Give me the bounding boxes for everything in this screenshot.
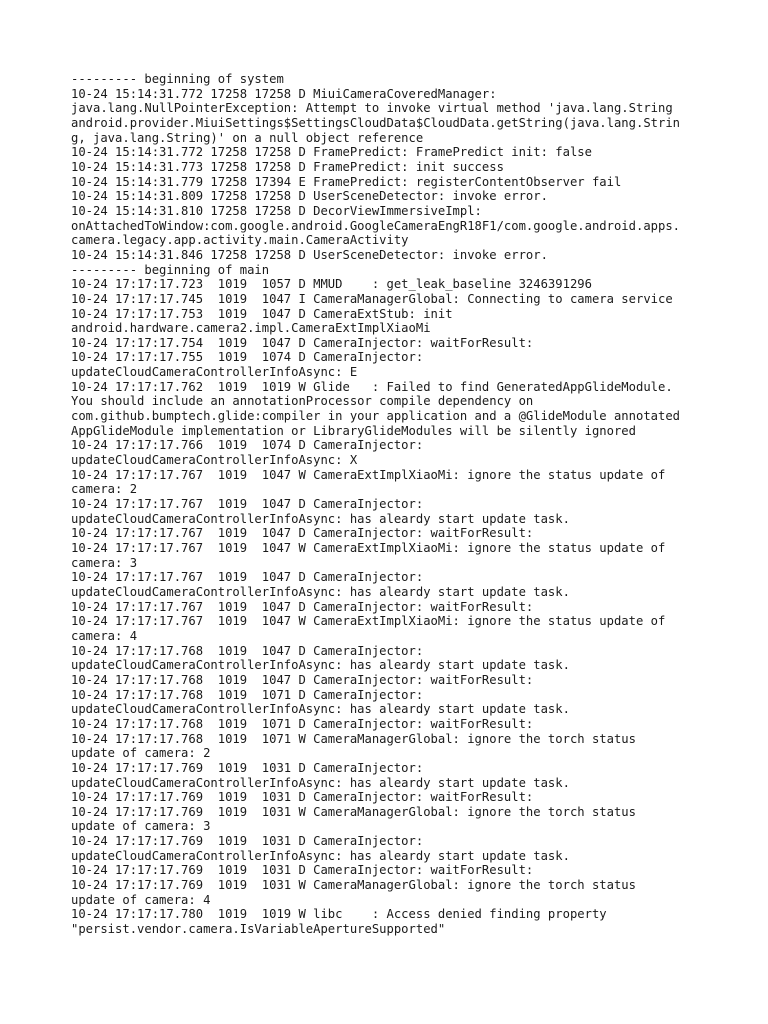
log-line: 10-24 17:17:17.767 1019 1047 D CameraInjector: waitForResult:: [71, 599, 534, 614]
log-line: 10-24 17:17:17.767 1019 1047 W CameraExtImplXiaoMi: ignore the status update of: [71, 541, 666, 555]
log-line: 10-24 17:17:17.768 1019 1071 D CameraInjector:: [71, 687, 424, 702]
log-document: [71, 72, 731, 937]
log-line: 10-24 17:17:17.769 1019 1031 W CameraManagerGlobal: ignore the torch status: [71, 878, 636, 893]
log-line: 10-24 17:17:17.766 1019 1074 D CameraInjector:: [71, 438, 424, 453]
log-line: 10-24 15:14:31.772 17258 17258 D FramePredict: FramePredict init: false: [71, 145, 592, 160]
log-body: [71, 72, 731, 937]
log-line: --------- beginning of main: [71, 262, 270, 277]
log-line: 10-24 17:17:17.762 1019 1019 W Glide : Failed to find GeneratedAppGlideModule.: [71, 379, 673, 394]
log-line: 10-24 17:17:17.780 1019 1019 W libc : Access denied finding property: [71, 907, 607, 922]
log-line: updateCloudCameraControllerInfoAsync: has aleardy start update task.: [71, 848, 570, 863]
log-line: 10-24 17:17:17.745 1019 1047 I CameraManagerGlobal: Connecting to camera service: [71, 291, 673, 306]
log-line: java.lang.NullPointerException: Attempt to invoke virtual method 'java.lang.String: [71, 101, 673, 116]
log-line: 10-24 17:17:17.768 1019 1071 W CameraManagerGlobal: ignore the torch status: [71, 731, 636, 746]
log-line: 10-24 17:17:17.769 1019 1031 D CameraInjector:: [71, 834, 424, 849]
log-line: updateCloudCameraControllerInfoAsync: has aleardy start update task.: [71, 775, 570, 790]
log-line: updateCloudCameraControllerInfoAsync: has aleardy start update task.: [71, 511, 570, 526]
log-line: com.github.bumptech.glide:compiler in your application and a @GlideModule annotated: [71, 409, 681, 424]
log-line: 10-24 17:17:17.767 1019 1047 W CameraExtImplXiaoMi: ignore the status update of: [71, 467, 666, 482]
log-line: 10-24 17:17:17.755 1019 1074 D CameraInjector:: [71, 350, 424, 365]
log-line: g, java.lang.String)' on a null object reference: [71, 130, 424, 145]
log-line: camera: 2: [71, 482, 138, 497]
log-line: update of camera: 4: [71, 892, 211, 907]
log-line: 10-24 17:17:17.767 1019 1047 D CameraInjector: waitForResult:: [71, 526, 534, 541]
log-line: updateCloudCameraControllerInfoAsync: has aleardy start update task.: [71, 658, 570, 673]
log-line: 10-24 15:14:31.779 17258 17394 E FramePredict: registerContentObserver fail: [71, 174, 622, 189]
log-line: camera.legacy.app.activity.main.CameraActivity: [71, 233, 409, 248]
log-line: android.hardware.camera2.impl.CameraExtImplXiaoMi: [71, 321, 431, 336]
log-line: 10-24 17:17:17.723 1019 1057 D MMUD : get_leak_baseline 3246391296: [71, 277, 592, 292]
log-line: android.provider.MiuiSettings$SettingsCloudData$CloudData.getString(java.lang.Strin: [71, 115, 681, 130]
log-line: 10-24 15:14:31.846 17258 17258 D UserSceneDetector: invoke error.: [71, 247, 548, 262]
log-line: 10-24 17:17:17.769 1019 1031 W CameraManagerGlobal: ignore the torch status: [71, 804, 636, 819]
log-line: You should include an annotationProcessor compile dependency on: [71, 394, 534, 409]
log-line: onAttachedToWindow:com.google.android.GoogleCameraEngR18F1/com.google.android.apps.: [71, 218, 681, 233]
log-line: "persist.vendor.camera.IsVariableApertureSupported": [71, 922, 446, 937]
log-line: 10-24 17:17:17.767 1019 1047 D CameraInjector:: [71, 497, 424, 512]
log-line: 10-24 17:17:17.769 1019 1031 D CameraInjector: waitForResult:: [71, 790, 534, 805]
log-line: 10-24 15:14:31.772 17258 17258 D MiuiCameraCoveredManager:: [71, 86, 497, 101]
log-line: 10-24 17:17:17.769 1019 1031 D CameraInjector: waitForResult:: [71, 863, 534, 878]
log-line: 10-24 17:17:17.768 1019 1071 D CameraInjector: waitForResult:: [71, 716, 534, 731]
log-line: 10-24 17:17:17.768 1019 1047 D CameraInjector:: [71, 643, 424, 658]
log-line: 10-24 17:17:17.754 1019 1047 D CameraInjector: waitForResult:: [71, 335, 534, 350]
log-line: 10-24 17:17:17.767 1019 1047 D CameraInjector:: [71, 570, 424, 585]
log-line: AppGlideModule implementation or LibraryGlideModules will be silently ignored: [71, 423, 636, 438]
log-line: update of camera: 2: [71, 746, 211, 761]
log-line: camera: 4: [71, 628, 138, 643]
log-line: updateCloudCameraControllerInfoAsync: has aleardy start update task.: [71, 702, 570, 717]
log-line: camera: 3: [71, 555, 138, 570]
log-line: --------- beginning of system: [71, 72, 284, 86]
log-line: 10-24 15:14:31.773 17258 17258 D FramePredict: init success: [71, 159, 504, 174]
log-line: updateCloudCameraControllerInfoAsync: E: [71, 365, 358, 380]
log-line: 10-24 17:17:17.768 1019 1047 D CameraInjector: waitForResult:: [71, 672, 534, 687]
log-line: updateCloudCameraControllerInfoAsync: X: [71, 453, 358, 468]
log-line: 10-24 15:14:31.810 17258 17258 D DecorViewImmersiveImpl:: [71, 203, 482, 218]
log-line: 10-24 17:17:17.767 1019 1047 W CameraExtImplXiaoMi: ignore the status update of: [71, 614, 666, 629]
log-line: 10-24 17:17:17.769 1019 1031 D CameraInjector:: [71, 760, 424, 775]
log-line: 10-24 15:14:31.809 17258 17258 D UserSceneDetector: invoke error.: [71, 189, 548, 204]
log-line: update of camera: 3: [71, 819, 211, 834]
log-line: 10-24 17:17:17.753 1019 1047 D CameraExtStub: init: [71, 306, 453, 321]
log-line: updateCloudCameraControllerInfoAsync: has aleardy start update task.: [71, 584, 570, 599]
